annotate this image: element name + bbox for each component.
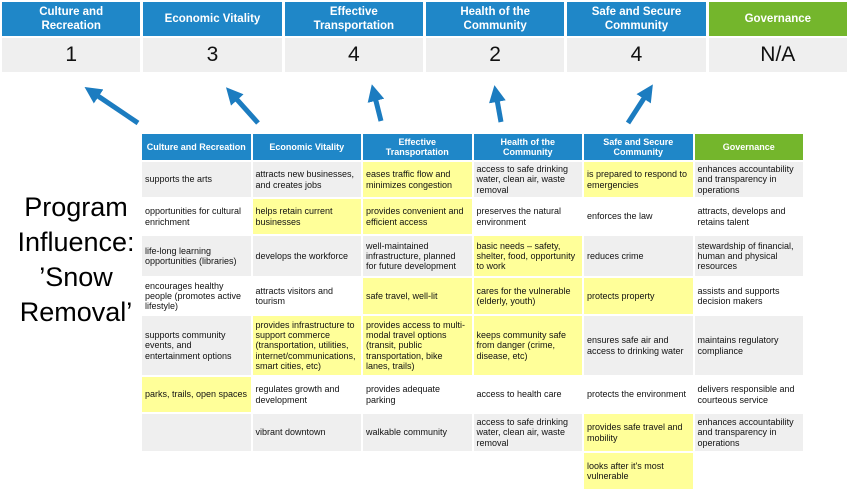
influence-arrow-safe (628, 92, 648, 123)
matrix-cell: provides infrastructure to support commerce (transportation, utilities, internet/communications, smart cities, etc) (252, 315, 363, 376)
matrix-body (141, 161, 804, 490)
priority-score: 3 (143, 38, 281, 72)
matrix-row-1 (141, 198, 804, 235)
priority-banner (2, 2, 847, 72)
matrix-cell: life-long learning opportunities (libraries) (141, 235, 252, 277)
matrix-cell: ensures safe air and access to drinking water (583, 315, 694, 376)
matrix-cell: enhances accountability and transparency in operations (694, 161, 805, 198)
influence-arrow-economic (232, 94, 258, 123)
matrix-cell: protects property (583, 277, 694, 315)
matrix-header-cell: Effective Transportation (362, 133, 473, 161)
matrix-cell: supports the arts (141, 161, 252, 198)
matrix-cell (362, 452, 473, 490)
matrix-cell: eases traffic flow and minimizes congestion (362, 161, 473, 198)
matrix-row-5 (141, 376, 804, 413)
matrix-cell: basic needs – safety, shelter, food, opportunity to work (473, 235, 584, 277)
matrix-cell: access to health care (473, 376, 584, 413)
matrix-cell: well-maintained infrastructure, planned for future development (362, 235, 473, 277)
matrix-cell: preserves the natural environment (473, 198, 584, 235)
influence-arrow-health (496, 94, 501, 122)
matrix-cell: stewardship of financial, human and physical resources (694, 235, 805, 277)
matrix-cell: is prepared to respond to emergencies (583, 161, 694, 198)
matrix-cell: walkable community (362, 413, 473, 452)
matrix-row-4 (141, 315, 804, 376)
matrix-cell: access to safe drinking water, clean air, waste removal (473, 161, 584, 198)
matrix-cell: parks, trails, open spaces (141, 376, 252, 413)
matrix-row-0 (141, 161, 804, 198)
matrix-cell: looks after it's most vulnerable (583, 452, 694, 490)
matrix-cell (473, 452, 584, 490)
matrix-header-cell: Governance (694, 133, 805, 161)
matrix-cell: vibrant downtown (252, 413, 363, 452)
matrix-cell (141, 452, 252, 490)
priority-score: 1 (2, 38, 140, 72)
priority-header-label: Governance (709, 2, 847, 36)
matrix-cell: safe travel, well-lit (362, 277, 473, 315)
matrix-cell: encourages healthy people (promotes active lifestyle) (141, 277, 252, 315)
matrix-cell: provides convenient and efficient access (362, 198, 473, 235)
priority-score: N/A (709, 38, 847, 72)
matrix-cell: enhances accountability and transparency in operations (694, 413, 805, 452)
matrix-cell: keeps community safe from danger (crime, disease, etc) (473, 315, 584, 376)
matrix-cell: develops the workforce (252, 235, 363, 277)
matrix-cell: opportunities for cultural enrichment (141, 198, 252, 235)
influence-matrix (141, 133, 804, 490)
matrix-cell: regulates growth and development (252, 376, 363, 413)
matrix-cell: access to safe drinking water, clean air, waste removal (473, 413, 584, 452)
priority-column-4 (567, 2, 705, 72)
matrix-cell: assists and supports decision makers (694, 277, 805, 315)
matrix-cell: attracts visitors and tourism (252, 277, 363, 315)
influence-arrow-transportation (374, 93, 381, 121)
matrix-row-2 (141, 235, 804, 277)
priority-column-2 (285, 2, 423, 72)
matrix-cell: supports community events, and entertainment options (141, 315, 252, 376)
matrix-cell: cares for the vulnerable (elderly, youth) (473, 277, 584, 315)
matrix-cell (252, 452, 363, 490)
matrix-cell: provides safe travel and mobility (583, 413, 694, 452)
priority-header-label: Health of the Community (426, 2, 564, 36)
priority-column-0 (2, 2, 140, 72)
matrix-cell: helps retain current businesses (252, 198, 363, 235)
matrix-row-6 (141, 413, 804, 452)
matrix-row-3 (141, 277, 804, 315)
matrix-header-cell: Culture and Recreation (141, 133, 252, 161)
matrix-cell: protects the environment (583, 376, 694, 413)
matrix-cell: maintains regulatory compliance (694, 315, 805, 376)
matrix-cell: attracts, develops and retains talent (694, 198, 805, 235)
priority-header-label: Safe and Secure Community (567, 2, 705, 36)
priority-column-3 (426, 2, 564, 72)
priority-score: 2 (426, 38, 564, 72)
priority-column-5 (709, 2, 847, 72)
influence-arrow-culture (92, 92, 138, 123)
matrix-cell: reduces crime (583, 235, 694, 277)
program-influence-label: Program Influence: ’Snow Removal’ (17, 192, 135, 328)
matrix-cell: provides adequate parking (362, 376, 473, 413)
priority-score: 4 (285, 38, 423, 72)
matrix-cell: enforces the law (583, 198, 694, 235)
matrix-header-row (141, 133, 804, 161)
matrix-cell (141, 413, 252, 452)
priority-header-label: Economic Vitality (143, 2, 281, 36)
matrix-header-cell: Economic Vitality (252, 133, 363, 161)
matrix-header-cell: Safe and Secure Community (583, 133, 694, 161)
matrix-row-7 (141, 452, 804, 490)
matrix-cell: attracts new businesses, and creates jobs (252, 161, 363, 198)
matrix-cell: provides access to multi-modal travel options (transit, public transportation, bike lanes, trails) (362, 315, 473, 376)
matrix-header-cell: Health of the Community (473, 133, 584, 161)
matrix-cell (694, 452, 805, 490)
priority-header-label: Culture and Recreation (2, 2, 140, 36)
priority-header-label: Effective Transportation (285, 2, 423, 36)
matrix-cell: delivers responsible and courteous service (694, 376, 805, 413)
priority-score: 4 (567, 38, 705, 72)
priority-column-1 (143, 2, 281, 72)
